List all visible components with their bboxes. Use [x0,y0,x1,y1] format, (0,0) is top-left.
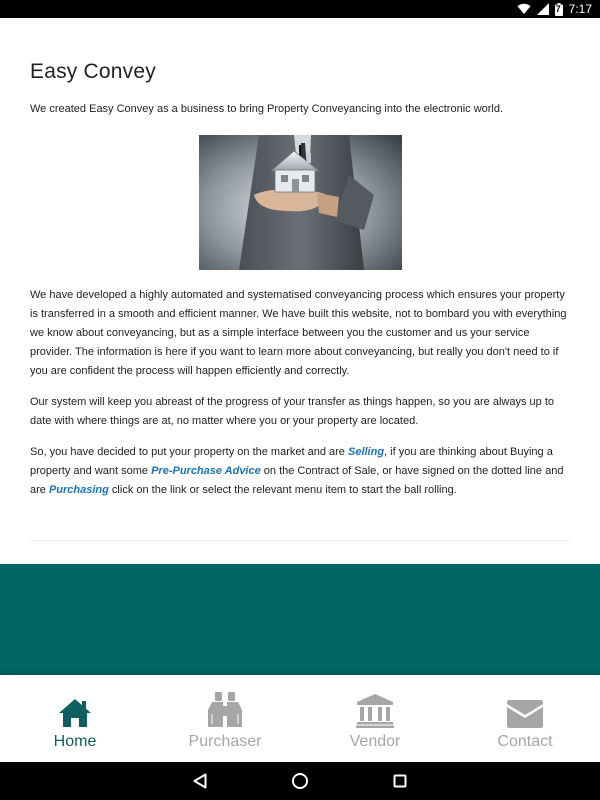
bottom-nav [0,675,600,762]
home-icon [58,692,92,728]
nav-vendor[interactable] [300,675,450,762]
wifi-icon [517,3,531,15]
envelope-icon [507,692,543,728]
status-icons [517,0,592,18]
status-bar [0,0,600,18]
binoculars-icon [207,692,243,728]
purchasing-link[interactable]: Purchasing [48,484,109,496]
nav-contact-label: Contact [497,733,553,750]
recents-icon[interactable] [390,771,410,791]
page-title: Easy Convey [30,60,156,83]
nav-purchaser[interactable] [150,675,300,762]
nav-contact[interactable] [450,675,600,762]
footer-band [0,564,600,675]
pre-purchase-advice-link[interactable]: Pre-Purchase Advice [151,465,261,477]
paragraph-process: We have developed a highly automated and systematised conveyancing process which ensures your property is transferred in a smooth and efficient manner. We have built this website, not to bombard you with everything we know about conveyancing, but as a simple interface between you the customer and us your service provider. The information is here if you want to learn more about conveyancing, but really you don't need to if you are confident the process will happen efficiently and correctly. [30,289,567,377]
content-divider [30,540,570,541]
nav-vendor-label: Vendor [349,733,401,750]
back-icon[interactable] [190,771,210,791]
nav-home[interactable] [0,675,150,762]
nav-purchaser-label: Purchaser [188,733,262,750]
hero-image [199,135,402,270]
paragraph-links: So, you have decided to put your property on the market and are Selling, if you are thinking about Buying a property and want some Pre-Purchase Advice on the Contract of Sale, or have signed on the dotted line and are Purchasing click on the link or select the relevant menu item to start the ball rolling. [30,446,564,496]
paragraph-progress: Our system will keep you abreast of the progress of your transfer as things happen, so you are always up to date with where things are at, no matter where you or your property are located. [30,396,554,427]
system-nav-bar [0,762,600,800]
battery-icon: 7 [555,3,561,14]
intro-text: We created Easy Convey as a business to bring Property Conveyancing into the electronic world. [30,103,504,115]
status-time: 7:17 [568,2,592,16]
main-content [0,18,600,564]
selling-link[interactable]: Selling [347,446,385,458]
home-circle-icon[interactable] [290,771,310,791]
bank-icon [356,692,394,728]
signal-icon [537,3,549,15]
nav-home-label: Home [53,733,97,750]
